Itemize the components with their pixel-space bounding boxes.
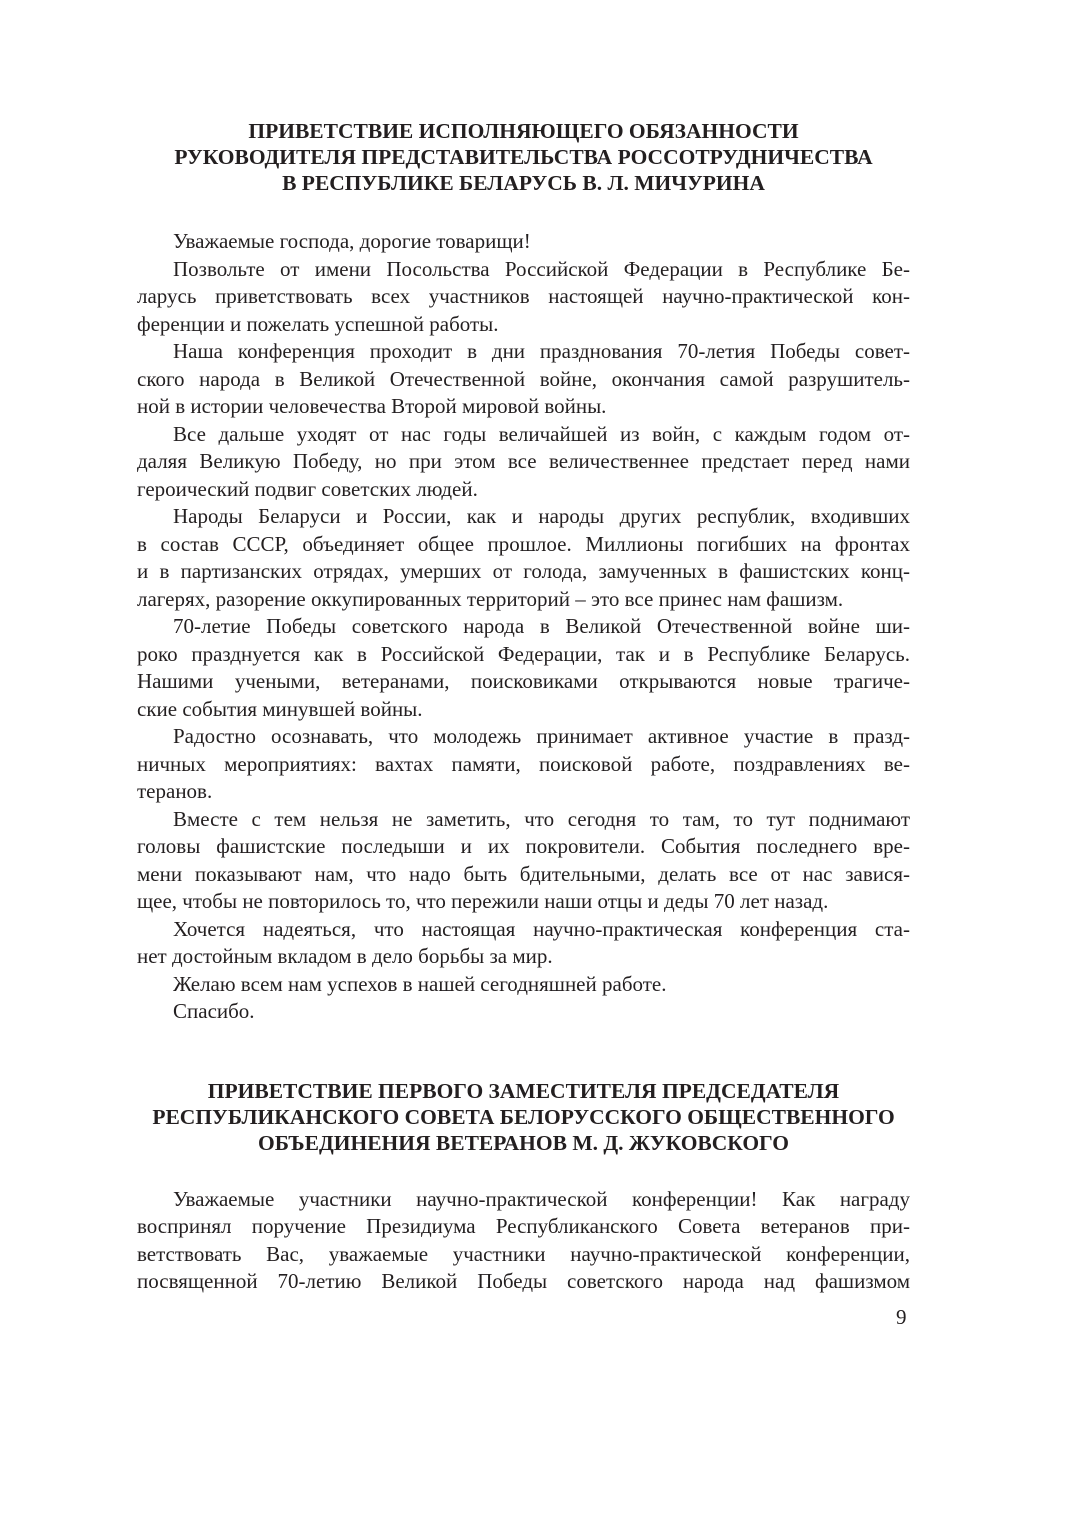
section2-body <box>137 1186 910 1296</box>
text-line: Хочется надеяться, что настоящая научно-практическая конференция ста- <box>173 916 910 941</box>
text-line: нет достойным вкладом в дело борьбы за мир. <box>137 944 553 968</box>
text-line: Нашими учеными, ветеранами, поисковиками открываются новые трагиче- <box>137 669 910 693</box>
text-line: Желаю всем нам успехов в нашей сегодняшней работе. <box>173 971 667 996</box>
text-line: в состав СССР, объединяет общее прошлое. Миллионы погибших на фронтах <box>137 531 910 556</box>
paragraph <box>137 228 910 256</box>
text-line: ной в истории человечества Второй мировой войны. <box>137 394 607 418</box>
section2-heading-line: РЕСПУБЛИКАНСКОГО СОВЕТА БЕЛОРУССКОГО ОБЩЕСТВЕННОГО <box>152 1104 895 1129</box>
paragraph <box>137 1186 910 1296</box>
text-line: Все дальше уходят от нас годы величайшей из войн, с каждым годом от- <box>173 421 910 446</box>
paragraph <box>137 613 910 723</box>
text-line: Спасибо. <box>173 999 255 1023</box>
text-line: даляя Великую Победу, но при этом все величественнее предстает перед нами <box>137 449 910 473</box>
text-line: мени показывают нам, что надо быть бдительными, делать все от нас завися- <box>137 861 910 886</box>
section2-heading-line: ОБЪЕДИНЕНИЯ ВЕТЕРАНОВ М. Д. ЖУКОВСКОГО <box>258 1130 789 1155</box>
text-line: теранов. <box>137 779 213 803</box>
paragraph <box>137 421 910 504</box>
text-line: щее, чтобы не повторилось то, что пережили наши отцы и деды 70 лет назад. <box>137 889 829 913</box>
section1-heading <box>137 118 910 196</box>
text-line: ветствовать Вас, уважаемые участники научно-практической конференции, <box>137 1241 910 1266</box>
text-line: Позвольте от имени Посольства Российской Федерации в Республике Бе- <box>173 256 910 281</box>
paragraph <box>137 256 910 339</box>
paragraph <box>137 338 910 421</box>
paragraph <box>137 998 910 1026</box>
text-line: головы фашистские последыши и их покровители. События последнего вре- <box>137 834 910 858</box>
section1-body <box>137 228 910 1026</box>
text-line: ского народа в Великой Отечественной войне, окончания самой разрушитель- <box>137 366 910 391</box>
section1-heading-line: В РЕСПУБЛИКЕ БЕЛАРУСЬ В. Л. МИЧУРИНА <box>282 171 765 195</box>
page-content <box>137 113 910 1296</box>
text-line: Радостно осознавать, что молодежь принимает активное участие в празд- <box>173 724 910 748</box>
text-line: роко празднуется как в Российской Федерации, так и в Республике Беларусь. <box>137 641 910 666</box>
paragraph <box>137 916 910 971</box>
paragraph <box>137 723 910 806</box>
text-line: Уважаемые участники научно-практической конференции! Как награду <box>173 1186 910 1211</box>
paragraph <box>137 971 910 999</box>
paragraph <box>137 806 910 916</box>
text-line: Вместе с тем нельзя не заметить, что сегодня то там, то тут поднимают <box>173 806 910 831</box>
text-line: ские события минувшей войны. <box>137 696 423 721</box>
text-line: ференции и пожелать успешной работы. <box>137 311 499 336</box>
text-line: Уважаемые господа, дорогие товарищи! <box>173 229 531 253</box>
section1-heading-line: РУКОВОДИТЕЛЯ ПРЕДСТАВИТЕЛЬСТВА РОССОТРУДНИЧЕСТВА <box>174 145 873 169</box>
text-line: лагерях, разорение оккупированных территорий – это все принес нам фашизм. <box>137 586 844 611</box>
section1-heading-line: ПРИВЕТСТВИЕ ИСПОЛНЯЮЩЕГО ОБЯЗАННОСТИ <box>248 119 799 143</box>
text-line: ларусь приветствовать всех участников настоящей научно-практической кон- <box>137 284 910 308</box>
text-line: воспринял поручение Президиума Республиканского Совета ветеранов при- <box>137 1214 910 1238</box>
section2-heading <box>137 1078 910 1156</box>
paragraph <box>137 503 910 613</box>
text-line: Народы Беларуси и России, как и народы других республик, входивших <box>173 504 910 528</box>
text-line: героический подвиг советских людей. <box>137 476 478 501</box>
text-line: и в партизанских отрядах, умерших от голода, замученных в фашистских конц- <box>137 559 910 583</box>
page-number: 9 <box>896 1305 907 1329</box>
section2-heading-line: ПРИВЕТСТВИЕ ПЕРВОГО ЗАМЕСТИТЕЛЯ ПРЕДСЕДАТЕЛЯ <box>207 1078 840 1103</box>
text-line: 70-летие Победы советского народа в Великой Отечественной войне ши- <box>173 614 910 638</box>
text-line: ничных мероприятиях: вахтах памяти, поисковой работе, поздравлениях ве- <box>137 751 910 776</box>
text-line: Наша конференция проходит в дни празднования 70-летия Победы совет- <box>173 339 910 363</box>
text-line: посвященной 70-летию Великой Победы советского народа над фашизмом <box>137 1269 910 1293</box>
